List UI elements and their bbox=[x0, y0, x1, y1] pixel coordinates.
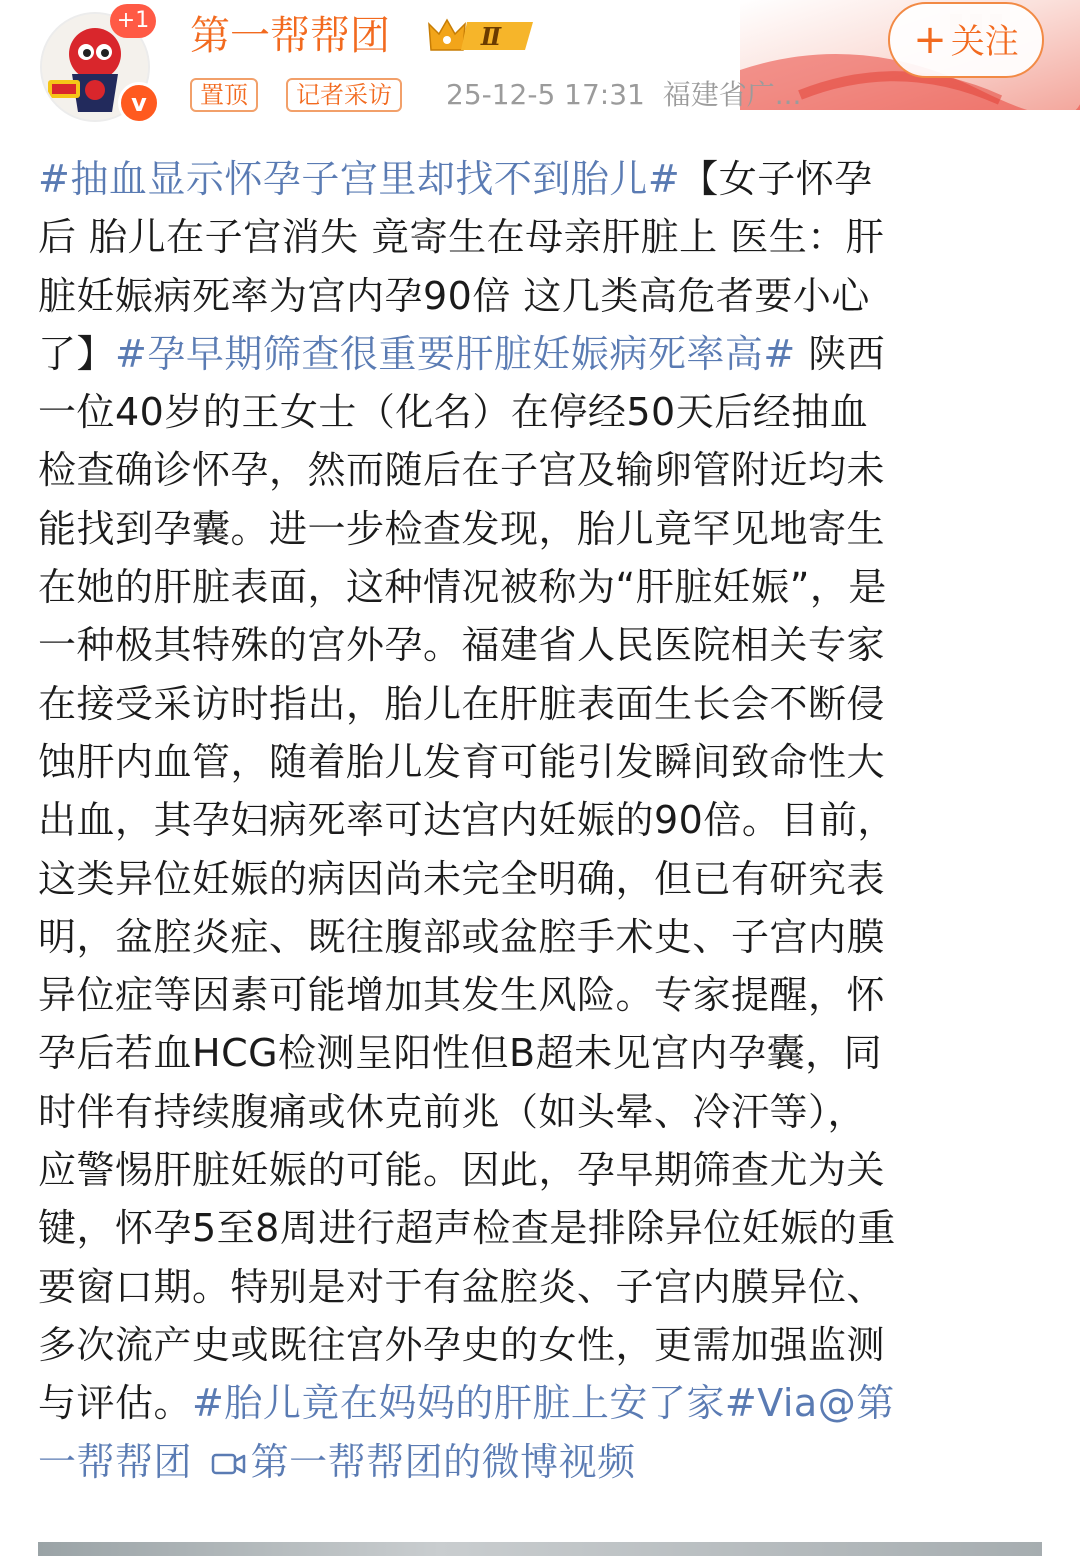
post-text-line bbox=[38, 1141, 1038, 1199]
post-text-line bbox=[38, 1258, 1038, 1316]
mention-link[interactable]: 一帮帮团 bbox=[38, 1439, 205, 1484]
post-text: 孕后若血HCG检测呈阳性但B超未见宫内孕囊，同 bbox=[38, 1031, 883, 1076]
crown-level-icon bbox=[425, 16, 539, 56]
post-text: 检查确诊怀孕，然而随后在子宫及输卵管附近均未 bbox=[38, 448, 886, 493]
post-text: 多次流产史或既往宫外孕史的女性，更需加强监测 bbox=[38, 1322, 886, 1367]
post-text: 脏妊娠病死率为宫内孕90倍 这几类高危者要小心 bbox=[38, 273, 870, 318]
post-text: 异位症等因素可能增加其发生风险。专家提醒，怀 bbox=[38, 973, 886, 1018]
post-text: 在接受采访时指出，胎儿在肝脏表面生长会不断侵 bbox=[38, 681, 886, 726]
post-text-line bbox=[38, 1316, 1038, 1374]
post-header bbox=[0, 0, 1080, 130]
plus-icon: + bbox=[913, 17, 947, 63]
post-text: 要窗口期。特别是对于有盆腔炎、子宫内膜异位、 bbox=[38, 1264, 886, 1309]
follow-label: 关注 bbox=[950, 22, 1019, 62]
video-thumbnail-preview[interactable] bbox=[38, 1542, 1042, 1556]
post-text-line bbox=[38, 1199, 1038, 1257]
reporter-interview-tag: 记者采访 bbox=[286, 78, 402, 112]
post-text: 陕西 bbox=[795, 331, 886, 376]
post-text-line bbox=[38, 1433, 1038, 1491]
post-text-line bbox=[38, 150, 1038, 208]
pinned-tag: 置顶 bbox=[190, 78, 258, 112]
post-text-line bbox=[38, 908, 1038, 966]
post-text-line bbox=[38, 616, 1038, 674]
post-text: 时伴有持续腹痛或休克前兆（如头晕、冷汗等）， bbox=[38, 1089, 867, 1134]
post-text: 键，怀孕5至8周进行超声检查是排除异位妊娠的重 bbox=[38, 1206, 896, 1251]
post-text: 应警惕肝脏妊娠的可能。因此，孕早期筛查尤为关 bbox=[38, 1148, 886, 1193]
post-text: 一位40岁的王女士（化名）在停经50天后经抽血 bbox=[38, 390, 869, 435]
user-name[interactable]: 第一帮帮团 bbox=[190, 13, 390, 59]
hashtag-link[interactable]: #抽血显示怀孕子宫里却找不到胎儿# bbox=[38, 157, 681, 201]
post-text: 出血，其孕妇病死率可达宫内妊娠的90倍。目前， bbox=[38, 798, 896, 843]
follow-button[interactable] bbox=[888, 2, 1044, 78]
post-meta bbox=[446, 74, 801, 116]
post-text-line bbox=[38, 966, 1038, 1024]
post-text-line bbox=[38, 558, 1038, 616]
post-text: 了】 bbox=[38, 331, 116, 376]
avatar-notification-badge: +1 bbox=[110, 4, 156, 38]
mention-link[interactable]: Via@第 bbox=[757, 1381, 895, 1426]
post-text-line bbox=[38, 733, 1038, 791]
post-text: 在她的肝脏表面，这种情况被称为“肝脏妊娠”，是 bbox=[38, 565, 887, 610]
post-text: 能找到孕囊。进一步检查发现，胎儿竟罕见地寄生 bbox=[38, 506, 886, 551]
post-text: 与评估。 bbox=[38, 1381, 193, 1426]
post-text-line bbox=[38, 500, 1038, 558]
post-text-line bbox=[38, 441, 1038, 499]
hashtag-link[interactable]: #孕早期筛查很重要肝脏妊娠病死率高# bbox=[115, 331, 796, 376]
post-text: 这类异位妊娠的病因尚未完全明确，但已有研究表 bbox=[38, 856, 886, 901]
post-text: 【女子怀孕 bbox=[680, 157, 873, 201]
post-timestamp: 25-12-5 17:31 bbox=[446, 78, 645, 111]
post-text-line bbox=[38, 1083, 1038, 1141]
post-text: 后 胎儿在子宫消失 竟寄生在母亲肝脏上 医生：肝 bbox=[38, 215, 885, 260]
post-text-line bbox=[38, 850, 1038, 908]
post-text-line bbox=[38, 208, 1038, 266]
post-location: 福建省广... bbox=[662, 78, 802, 111]
post-text-line bbox=[38, 791, 1038, 849]
post-text-line bbox=[38, 1024, 1038, 1082]
post-body bbox=[38, 150, 1038, 1491]
hashtag-link[interactable]: #胎儿竟在妈妈的肝脏上安了家# bbox=[192, 1381, 758, 1426]
post-text: 一种极其特殊的宫外孕。福建省人民医院相关专家 bbox=[38, 623, 886, 668]
post-text-line bbox=[38, 383, 1038, 441]
post-text: 明，盆腔炎症、既往腹部或盆腔手术史、子宫内膜 bbox=[38, 914, 886, 959]
post-text-line bbox=[38, 325, 1038, 383]
post-text-line bbox=[38, 267, 1038, 325]
post-text-line bbox=[38, 1374, 1038, 1432]
verified-icon: v bbox=[118, 82, 160, 124]
video-camera-icon bbox=[211, 1450, 247, 1478]
mention-link[interactable]: 第一帮帮团的微博视频 bbox=[250, 1439, 636, 1484]
post-text-line bbox=[38, 675, 1038, 733]
post-text: 蚀肝内血管，随着胎儿发育可能引发瞬间致命性大 bbox=[38, 739, 886, 784]
level-label: Ⅱ bbox=[480, 22, 502, 51]
